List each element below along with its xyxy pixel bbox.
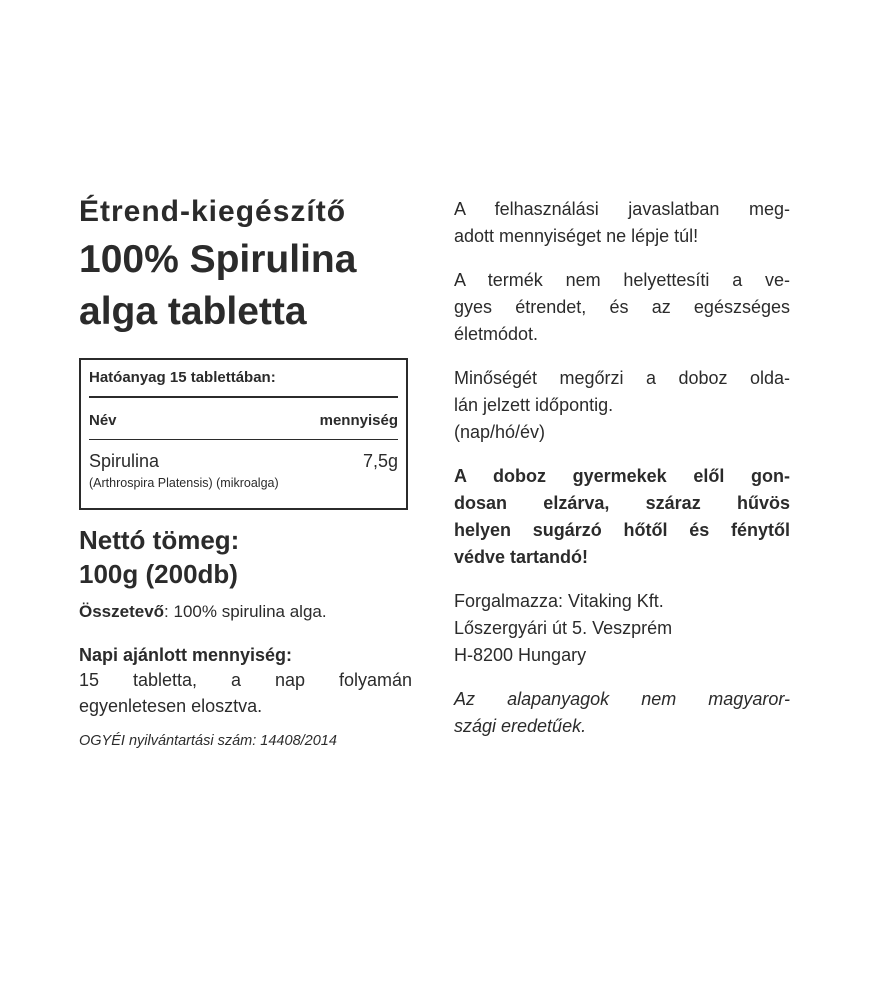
text-line: dosan elzárva, száraz hűvös bbox=[454, 493, 790, 513]
paragraph-best-before bbox=[454, 365, 790, 446]
right-column bbox=[454, 196, 790, 757]
text-line: A termék nem helyettesíti a ve- bbox=[454, 270, 790, 290]
text-line: lán jelzett időpontig. bbox=[454, 395, 614, 415]
text-line: gyes étrendet, és az egészséges bbox=[454, 297, 790, 317]
left-column bbox=[79, 190, 412, 751]
paragraph-distributor bbox=[454, 588, 790, 669]
ingredient-amount: 7,5g bbox=[362, 451, 398, 471]
text-line: Lőszergyári út 5. Veszprém bbox=[454, 618, 673, 638]
paragraph-origin bbox=[454, 686, 790, 740]
column-amount-header: mennyiség bbox=[319, 412, 398, 429]
composition bbox=[79, 601, 412, 623]
table-header: Hatóanyag 15 tablettában: bbox=[89, 368, 398, 398]
text-line: helyen sugárzó hőtől és fénytől bbox=[454, 520, 790, 540]
paragraph-storage-warning bbox=[454, 463, 790, 571]
registration-number: OGYÉI nyilvántartási szám: 14408/2014 bbox=[79, 733, 337, 749]
table-row bbox=[89, 440, 398, 472]
text-line: (nap/hó/év) bbox=[454, 422, 546, 442]
daily-dose-text bbox=[79, 667, 412, 719]
ingredient-name: Spirulina bbox=[89, 451, 160, 471]
ingredient-latin-name: (Arthrospira Platensis) (mikroalga) bbox=[89, 476, 279, 490]
title-supplement: Étrend-kiegészítő bbox=[79, 195, 347, 228]
text-line: adott mennyiséget ne lépje túl! bbox=[454, 226, 699, 246]
text-line: Az alapanyagok nem magyaror- bbox=[454, 689, 790, 709]
text-line: életmódot. bbox=[454, 324, 539, 344]
ingredient-table bbox=[79, 358, 408, 510]
daily-dose-title: Napi ajánlott mennyiség: bbox=[79, 645, 293, 665]
composition-text: : 100% spirulina alga. bbox=[164, 602, 327, 621]
text-line: A doboz gyermekek elől gon- bbox=[454, 466, 790, 486]
daily-dose-line: egyenletesen elosztva. bbox=[79, 696, 263, 716]
title-product-line1: 100% Spirulina bbox=[79, 238, 357, 281]
paragraph-diet-notice bbox=[454, 267, 790, 348]
net-weight bbox=[79, 523, 412, 591]
text-line: A felhasználási javaslatban meg- bbox=[454, 199, 790, 219]
column-name-header: Név bbox=[89, 412, 117, 429]
text-line: Forgalmazza: Vitaking Kft. bbox=[454, 591, 664, 611]
paragraph-dosage-warning bbox=[454, 196, 790, 250]
daily-dose-line: 15 tabletta, a nap folyamán bbox=[79, 670, 412, 690]
text-line: védve tartandó! bbox=[454, 547, 589, 567]
text-line: Minőségét megőrzi a doboz olda- bbox=[454, 368, 790, 388]
net-weight-label: Nettó tömeg: bbox=[79, 525, 240, 555]
net-weight-value: 100g (200db) bbox=[79, 559, 238, 589]
title-product-line2: alga tabletta bbox=[79, 290, 307, 333]
text-line: szági eredetűek. bbox=[454, 716, 587, 736]
table-column-headers bbox=[89, 398, 398, 440]
composition-label: Összetevő bbox=[79, 602, 165, 621]
text-line: H-8200 Hungary bbox=[454, 645, 587, 665]
